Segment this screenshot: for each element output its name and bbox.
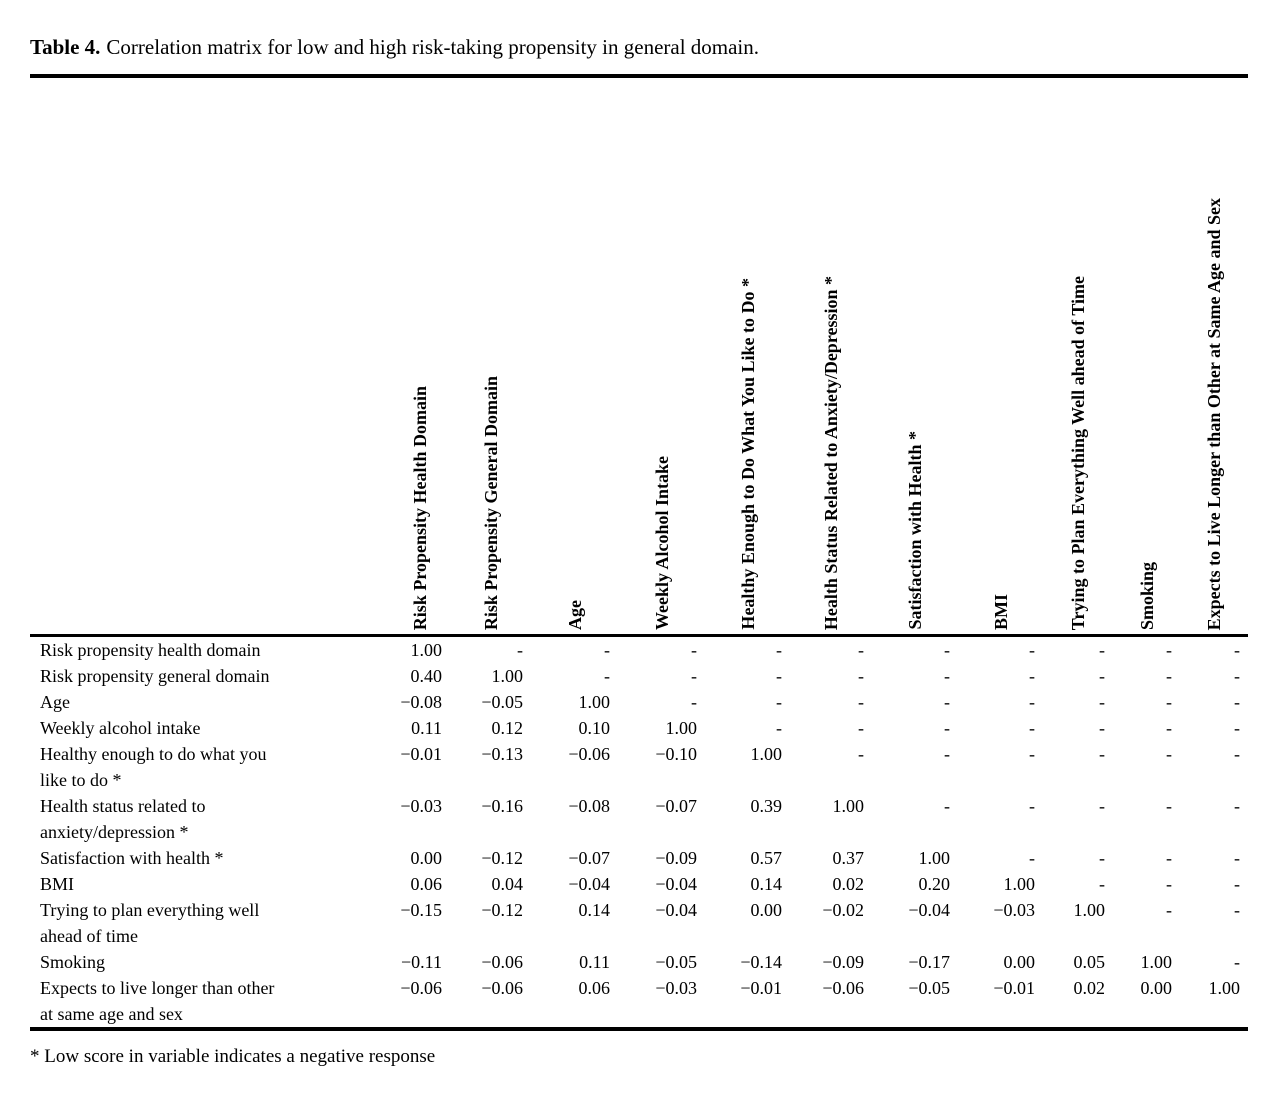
matrix-cell: - [1166, 744, 1172, 764]
matrix-cell: −0.01 [400, 744, 442, 764]
matrix-cell: - [1234, 718, 1240, 738]
column-header [705, 76, 790, 636]
matrix-cell: - [776, 718, 782, 738]
matrix-cell: −0.10 [655, 744, 697, 764]
matrix-cell: - [1234, 692, 1240, 712]
matrix-cell: −0.17 [908, 952, 950, 972]
matrix-cell: - [776, 692, 782, 712]
matrix-cell: - [944, 640, 950, 660]
row-label: Risk propensity health domain [40, 640, 261, 660]
matrix-cell: - [858, 692, 864, 712]
row-label: Smoking [40, 952, 106, 972]
matrix-cell: −0.06 [568, 744, 610, 764]
table-row [30, 663, 1248, 689]
table-row [30, 715, 1248, 741]
matrix-cell: - [1029, 848, 1035, 868]
matrix-cell: 1.00 [578, 692, 610, 712]
column-header [872, 76, 958, 636]
matrix-cell: −0.04 [908, 900, 950, 920]
matrix-cell: 0.06 [410, 874, 442, 894]
matrix-cell: 0.05 [1073, 952, 1105, 972]
row-label: Weekly alcohol intake [40, 718, 201, 738]
matrix-cell: - [1029, 640, 1035, 660]
table-row [30, 636, 1248, 664]
matrix-cell: −0.03 [655, 978, 697, 998]
table-row [30, 975, 1248, 1029]
matrix-cell: - [1166, 796, 1172, 816]
matrix-cell: 0.04 [491, 874, 523, 894]
matrix-cell: - [691, 640, 697, 660]
table-row [30, 793, 1248, 845]
matrix-cell: - [1029, 718, 1035, 738]
matrix-cell: - [776, 640, 782, 660]
matrix-cell: 1.00 [491, 666, 523, 686]
table-row [30, 871, 1248, 897]
matrix-cell: - [858, 666, 864, 686]
matrix-cell: −0.03 [993, 900, 1035, 920]
matrix-cell: - [1234, 952, 1240, 972]
column-header-label: Smoking [1136, 561, 1157, 630]
table-footnote: * Low score in variable indicates a negative response [30, 1046, 436, 1067]
matrix-cell: 1.00 [410, 640, 442, 660]
matrix-cell: 0.39 [750, 796, 782, 816]
matrix-cell: - [858, 718, 864, 738]
matrix-cell: - [858, 744, 864, 764]
column-header-label: Risk Propensity General Domain [480, 375, 501, 630]
row-label: Satisfaction with health * [40, 848, 224, 868]
column-header [790, 76, 872, 636]
matrix-cell: - [517, 640, 523, 660]
matrix-cell: 0.00 [1140, 978, 1172, 998]
column-header-label: Age [564, 600, 585, 630]
matrix-cell: −0.06 [400, 978, 442, 998]
matrix-cell: 1.00 [1140, 952, 1172, 972]
table-row [30, 845, 1248, 871]
matrix-cell: 0.02 [1073, 978, 1105, 998]
matrix-cell: 1.00 [918, 848, 950, 868]
matrix-cell: −0.12 [481, 900, 523, 920]
column-header-label: BMI [990, 594, 1011, 630]
matrix-cell: - [1234, 744, 1240, 764]
matrix-cell: 1.00 [1073, 900, 1105, 920]
column-header [450, 76, 531, 636]
column-header-label: Health Status Related to Anxiety/Depression * [821, 275, 841, 630]
matrix-cell: 0.06 [578, 978, 610, 998]
matrix-cell: - [1166, 874, 1172, 894]
matrix-cell: 1.00 [1208, 978, 1240, 998]
matrix-cell: −0.05 [908, 978, 950, 998]
table-number: Table 4. [30, 35, 101, 59]
header-row [30, 76, 1248, 636]
matrix-cell: - [944, 692, 950, 712]
matrix-cell: - [858, 640, 864, 660]
matrix-cell: - [604, 666, 610, 686]
matrix-cell: 0.14 [578, 900, 610, 920]
matrix-cell: −0.02 [822, 900, 864, 920]
column-header [958, 76, 1043, 636]
row-label: BMI [40, 874, 75, 894]
matrix-cell: 0.11 [579, 952, 610, 972]
matrix-cell: - [1234, 640, 1240, 660]
column-header [1113, 76, 1180, 636]
table-title [30, 34, 1248, 60]
matrix-cell: −0.09 [655, 848, 697, 868]
column-header [618, 76, 705, 636]
matrix-cell: −0.12 [481, 848, 523, 868]
row-label: Trying to plan everything well ahead of time [40, 900, 260, 946]
matrix-cell: 0.02 [832, 874, 864, 894]
matrix-cell: −0.16 [481, 796, 523, 816]
matrix-cell: - [1166, 900, 1172, 920]
table-caption: Correlation matrix for low and high risk-taking propensity in general domain. [106, 35, 760, 59]
matrix-cell: 0.57 [750, 848, 782, 868]
table-row [30, 689, 1248, 715]
matrix-cell: −0.05 [481, 692, 523, 712]
matrix-cell: 1.00 [832, 796, 864, 816]
column-header-label: Weekly Alcohol Intake [651, 455, 672, 630]
matrix-cell: −0.01 [993, 978, 1035, 998]
matrix-cell: 0.00 [1003, 952, 1035, 972]
matrix-cell: - [1029, 796, 1035, 816]
correlation-table [30, 74, 1248, 1031]
matrix-cell: −0.03 [400, 796, 442, 816]
column-header [531, 76, 618, 636]
matrix-cell: 0.00 [750, 900, 782, 920]
matrix-cell: −0.13 [481, 744, 523, 764]
matrix-cell: −0.07 [655, 796, 697, 816]
matrix-cell: - [1166, 640, 1172, 660]
matrix-cell: - [1234, 874, 1240, 894]
table-row [30, 741, 1248, 793]
column-header-label: Trying to Plan Everything Well ahead of Time [1068, 275, 1088, 630]
matrix-cell: - [1234, 900, 1240, 920]
matrix-cell: 0.40 [410, 666, 442, 686]
matrix-cell: - [944, 796, 950, 816]
matrix-cell: −0.06 [481, 978, 523, 998]
column-header-label: Risk Propensity Health Domain [410, 385, 430, 630]
row-label: Healthy enough to do what you like to do * [40, 744, 267, 790]
matrix-cell: - [691, 666, 697, 686]
matrix-cell: −0.08 [400, 692, 442, 712]
matrix-cell: - [1099, 718, 1105, 738]
corner-cell [30, 76, 390, 636]
column-header-label: Satisfaction with Health * [905, 431, 925, 630]
matrix-cell: −0.06 [822, 978, 864, 998]
row-label: Expects to live longer than other at same age and sex [40, 978, 275, 1024]
matrix-cell: −0.07 [568, 848, 610, 868]
matrix-cell: - [944, 666, 950, 686]
matrix-cell: 0.00 [410, 848, 442, 868]
matrix-cell: - [1029, 744, 1035, 764]
matrix-cell: - [1029, 692, 1035, 712]
matrix-cell: 0.20 [918, 874, 950, 894]
matrix-cell: - [1099, 692, 1105, 712]
matrix-cell: 0.12 [491, 718, 523, 738]
matrix-cell: −0.15 [400, 900, 442, 920]
matrix-cell: −0.09 [822, 952, 864, 972]
matrix-cell: −0.04 [655, 874, 697, 894]
matrix-cell: 0.37 [832, 848, 864, 868]
matrix-cell: 1.00 [665, 718, 697, 738]
matrix-cell: - [1099, 640, 1105, 660]
column-header [390, 76, 450, 636]
matrix-cell: −0.06 [481, 952, 523, 972]
table-row [30, 897, 1248, 949]
column-header [1180, 76, 1248, 636]
matrix-cell: - [1099, 796, 1105, 816]
matrix-cell: - [1166, 692, 1172, 712]
table-row [30, 949, 1248, 975]
matrix-cell: −0.08 [568, 796, 610, 816]
column-header-label: Healthy Enough to Do What You Like to Do * [737, 278, 758, 630]
matrix-cell: - [1166, 848, 1172, 868]
column-header [1043, 76, 1113, 636]
matrix-cell: −0.04 [568, 874, 610, 894]
matrix-cell: 0.14 [750, 874, 782, 894]
matrix-cell: - [944, 744, 950, 764]
matrix-cell: 0.10 [578, 718, 610, 738]
matrix-cell: - [1166, 718, 1172, 738]
matrix-cell: −0.14 [740, 952, 782, 972]
matrix-cell: - [1166, 666, 1172, 686]
matrix-cell: - [776, 666, 782, 686]
column-header-label: Expects to Live Longer than Other at Same Age and Sex [1204, 197, 1224, 630]
matrix-cell: - [1099, 744, 1105, 764]
matrix-cell: - [1234, 796, 1240, 816]
matrix-cell: - [1029, 666, 1035, 686]
matrix-cell: −0.11 [401, 952, 442, 972]
row-label: Age [40, 692, 70, 712]
matrix-cell: −0.05 [655, 952, 697, 972]
matrix-cell: - [604, 640, 610, 660]
matrix-cell: 1.00 [1003, 874, 1035, 894]
row-label: Health status related to anxiety/depression * [40, 796, 206, 842]
matrix-cell: - [1099, 874, 1105, 894]
matrix-cell: 1.00 [750, 744, 782, 764]
matrix-cell: - [1099, 666, 1105, 686]
matrix-cell: - [1234, 848, 1240, 868]
matrix-cell: - [691, 692, 697, 712]
matrix-cell: −0.01 [740, 978, 782, 998]
row-label: Risk propensity general domain [40, 666, 270, 686]
matrix-cell: 0.11 [411, 718, 442, 738]
matrix-cell: - [1234, 666, 1240, 686]
matrix-cell: - [1099, 848, 1105, 868]
matrix-cell: −0.04 [655, 900, 697, 920]
matrix-cell: - [944, 718, 950, 738]
